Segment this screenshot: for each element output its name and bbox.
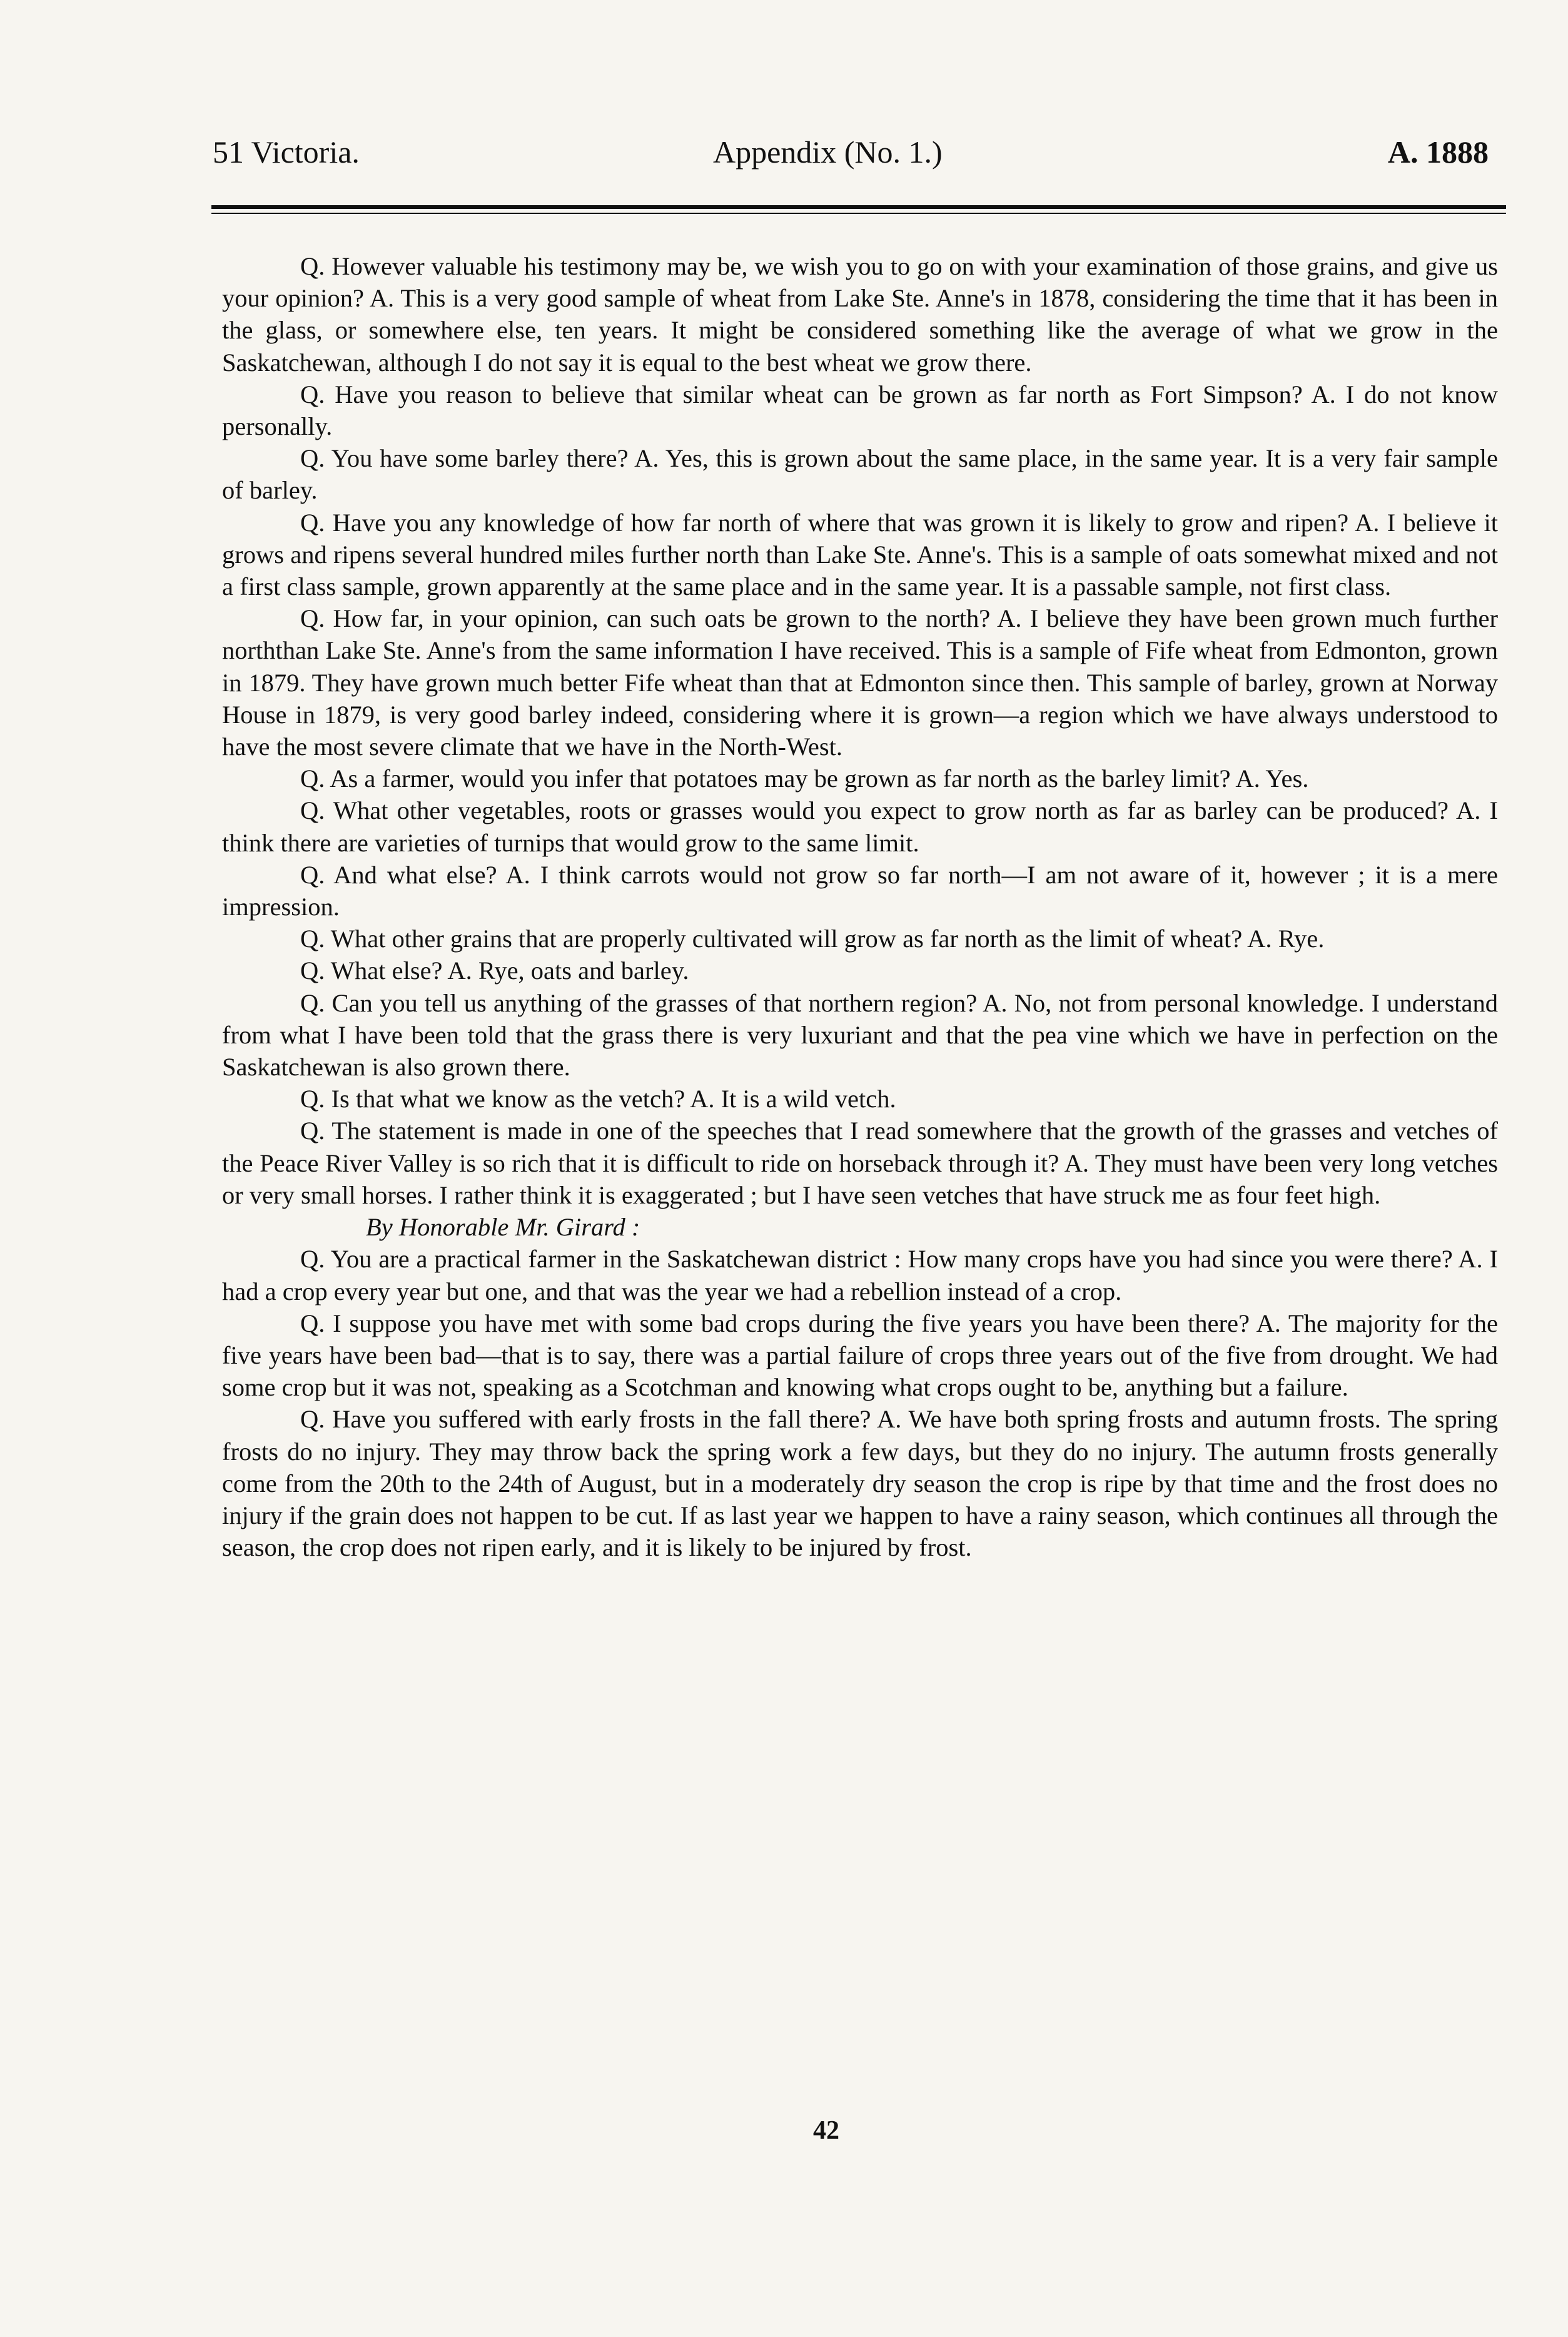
paragraph: Q. However valuable his testimony may be, we wish you to go on with your examination of those grains, and give us your opinion? A. This is a very good sample of wheat from Lake Ste. Anne's in 1878, considering the time that it has been in the glass, or somewhere else, ten years. It might be considered something like the average of what we grow in the Saskatchewan, although I do not say it is equal to the best wheat we grow there.	[222, 252, 1498, 377]
paragraph: Q. Have you any knowledge of how far north of where that was grown it is likely to grow and ripen? A. I believe it grows and ripens several hundred miles further north than Lake Ste. Anne's. This is a sample of oats somewhat mixed and not a first class sample, grown apparently at the same place and in the same year. It is a passable sample, not first class.	[222, 508, 1498, 601]
paragraph: Q. What other vegetables, roots or grasses would you expect to grow north as far as barley can be produced? A. I think there are varieties of turnips that would grow to the same limit.	[222, 796, 1498, 857]
paragraph: Q. Have you reason to believe that similar wheat can be grown as far north as Fort Simpson? A. I do not know personally.	[222, 380, 1498, 441]
header-year: A. 1888	[1387, 134, 1489, 170]
paragraph: Q. What else? A. Rye, oats and barley.	[300, 956, 689, 985]
paragraph: Q. Have you suffered with early frosts in the fall there? A. We have both spring frosts and autumn frosts. The spring frosts do no injury. They may throw back the spring work a few days, but they do no injury. The autumn frosts generally come from the 20th to the 24th of August, but in a moderately dry season the crop is ripe by that time and the frost does no injury if the grain does not happen to be cut. If as last year we happen to have a rainy season, which continues all through the season, the crop does not ripen early, and it is likely to be injured by frost.	[222, 1405, 1498, 1562]
header-rule-thick	[211, 205, 1506, 209]
examiner-byline: By Honorable Mr. Girard :	[366, 1213, 640, 1242]
paragraph: Q. You are a practical farmer in the Saskatchewan district : How many crops have you had since you were there? A. I had a crop every year but one, and that was the year we had a rebellion instead of a crop.	[222, 1245, 1498, 1305]
page-number: 42	[813, 2116, 839, 2145]
paragraph: Q. As a farmer, would you infer that potatoes may be grown as far north as the barley limit? A. Yes.	[300, 764, 1309, 793]
paragraph: Q. What other grains that are properly cultivated will grow as far north as the limit of wheat? A. Rye.	[300, 925, 1325, 953]
running-header	[213, 130, 1489, 174]
header-session: 51 Victoria.	[213, 134, 360, 170]
paragraph: Q. Is that what we know as the vetch? A. It is a wild vetch.	[300, 1085, 896, 1113]
paragraph: Q. How far, in your opinion, can such oats be grown to the north? A. I believe they have been grown much further norththan Lake Ste. Anne's from the same information I have received. This is a sample of Fife wheat from Edmonton, grown in 1879. They have grown much better Fife wheat than that at Edmonton since then. This sample of barley, grown at Norway House in 1879, is very good barley indeed, considering where it is grown—a region which we have always understood to have the most severe climate that we have in the North-West.	[222, 604, 1498, 761]
paragraph: Q. I suppose you have met with some bad crops during the five years you have been there? A. The majority for the five years have been bad—that is to say, there was a partial failure of crops three years out of the five from drought. We had some crop but it was not, speaking as a Scotchman and knowing what crops ought to be, anything but a failure.	[222, 1309, 1498, 1402]
paragraph: Q. The statement is made in one of the speeches that I read somewhere that the growth of the grasses and vetches of the Peace River Valley is so rich that it is difficult to ride on horseback through it? A. They must have been very long vetches or very small horses. I rather think it is exaggerated ; but I have seen vetches that have struck me as four feet high.	[222, 1117, 1498, 1209]
paragraph: Q. And what else? A. I think carrots would not grow so far north—I am not aware of it, however ; it is a mere impression.	[222, 860, 1498, 921]
header-appendix: Appendix (No. 1.)	[713, 134, 943, 170]
paragraph: Q. You have some barley there? A. Yes, this is grown about the same place, in the same year. It is a very fair sample of barley.	[222, 444, 1498, 505]
testimony-body	[222, 250, 1498, 1563]
header-rule-thin	[211, 213, 1506, 214]
paragraph: Q. Can you tell us anything of the grasses of that northern region? A. No, not from personal knowledge. I understand from what I have been told that the grass there is very luxuriant and that the pea vine which we have in perfection on the Saskatchewan is also grown there.	[222, 988, 1498, 1082]
